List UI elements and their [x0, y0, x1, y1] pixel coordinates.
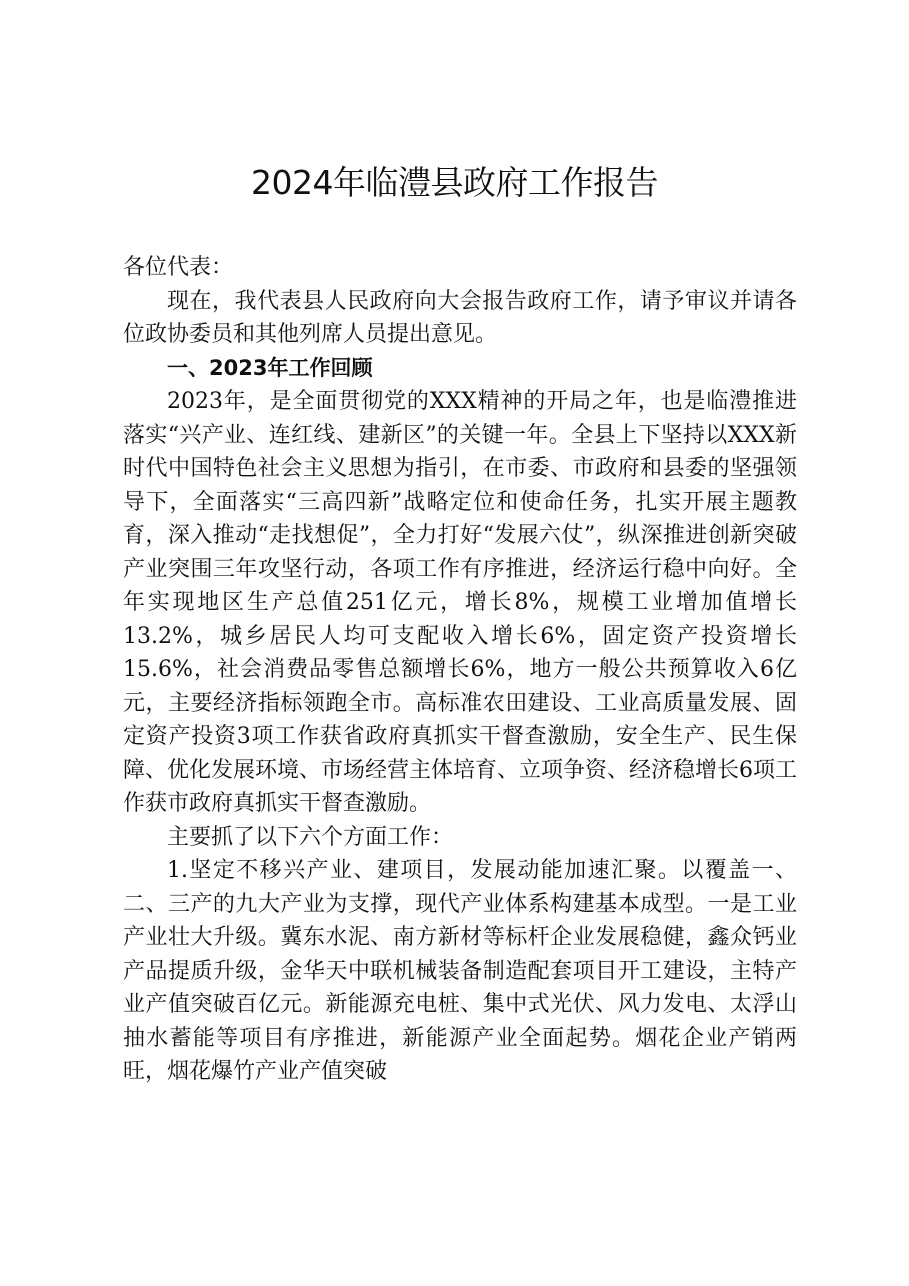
page-title: 2024年临澧县政府工作报告 [251, 163, 658, 202]
section-heading: 一、2023年工作回顾 [167, 355, 373, 380]
paragraph-industry: 1.坚定不移兴产业、建项目，发展动能加速汇聚。以覆盖一、二、三产的九大产业为支撑，现代产业体系构建基本成型。一是工业产业壮大升级。冀东水泥、南方新材等标杆企业发展稳健，鑫众钙业产品提质升级，金华天中联机械装备制造配套项目开工建设，主特产业产值突破百亿元。新能源充电桩、集中式光伏、风力发电、太浮山抽水蓄能等项目有序推进，新能源产业全面起势。烟花企业产销两旺，烟花爆竹产业产值突破 [123, 858, 797, 1084]
document-body [123, 251, 797, 1089]
salutation: 各位代表： [123, 255, 234, 280]
paragraph-intro: 现在，我代表县人民政府向大会报告政府工作，请予审议并请各位政协委员和其他列席人员提出意见。 [123, 288, 797, 347]
paragraph-review: 2023年，是全面贯彻党的XXX精神的开局之年，也是临澧推进落实“兴产业、连红线、建新区”的关键一年。全县上下坚持以XXX新时代中国特色社会主义思想为指引，在市委、市政府和县委的坚强领导下，全面落实“三高四新”战略定位和使命任务，扎实开展主题教育，深入推动“走找想促”，全力打好“发展六仗”，纵深推进创新突破产业突围三年攻坚行动，各项工作有序推进，经济运行稳中向好。全年实现地区生产总值251亿元，增长8%，规模工业增加值增长13.2%，城乡居民人均可支配收入增长6%，固定资产投资增长15.6%，社会消费品零售总额增长6%，地方一般公共预算收入6亿元，主要经济指标领跑全市。高标准农田建设、工业高质量发展、固定资产投资3项工作获省政府真抓实干督查激励，安全生产、民生保障、优化发展环境、市场经营主体培育、立项争资、经济稳增长6项工作获市政府真抓实干督查激励。 [123, 389, 797, 816]
paragraph-summary-lead: 主要抓了以下六个方面工作： [167, 824, 454, 850]
